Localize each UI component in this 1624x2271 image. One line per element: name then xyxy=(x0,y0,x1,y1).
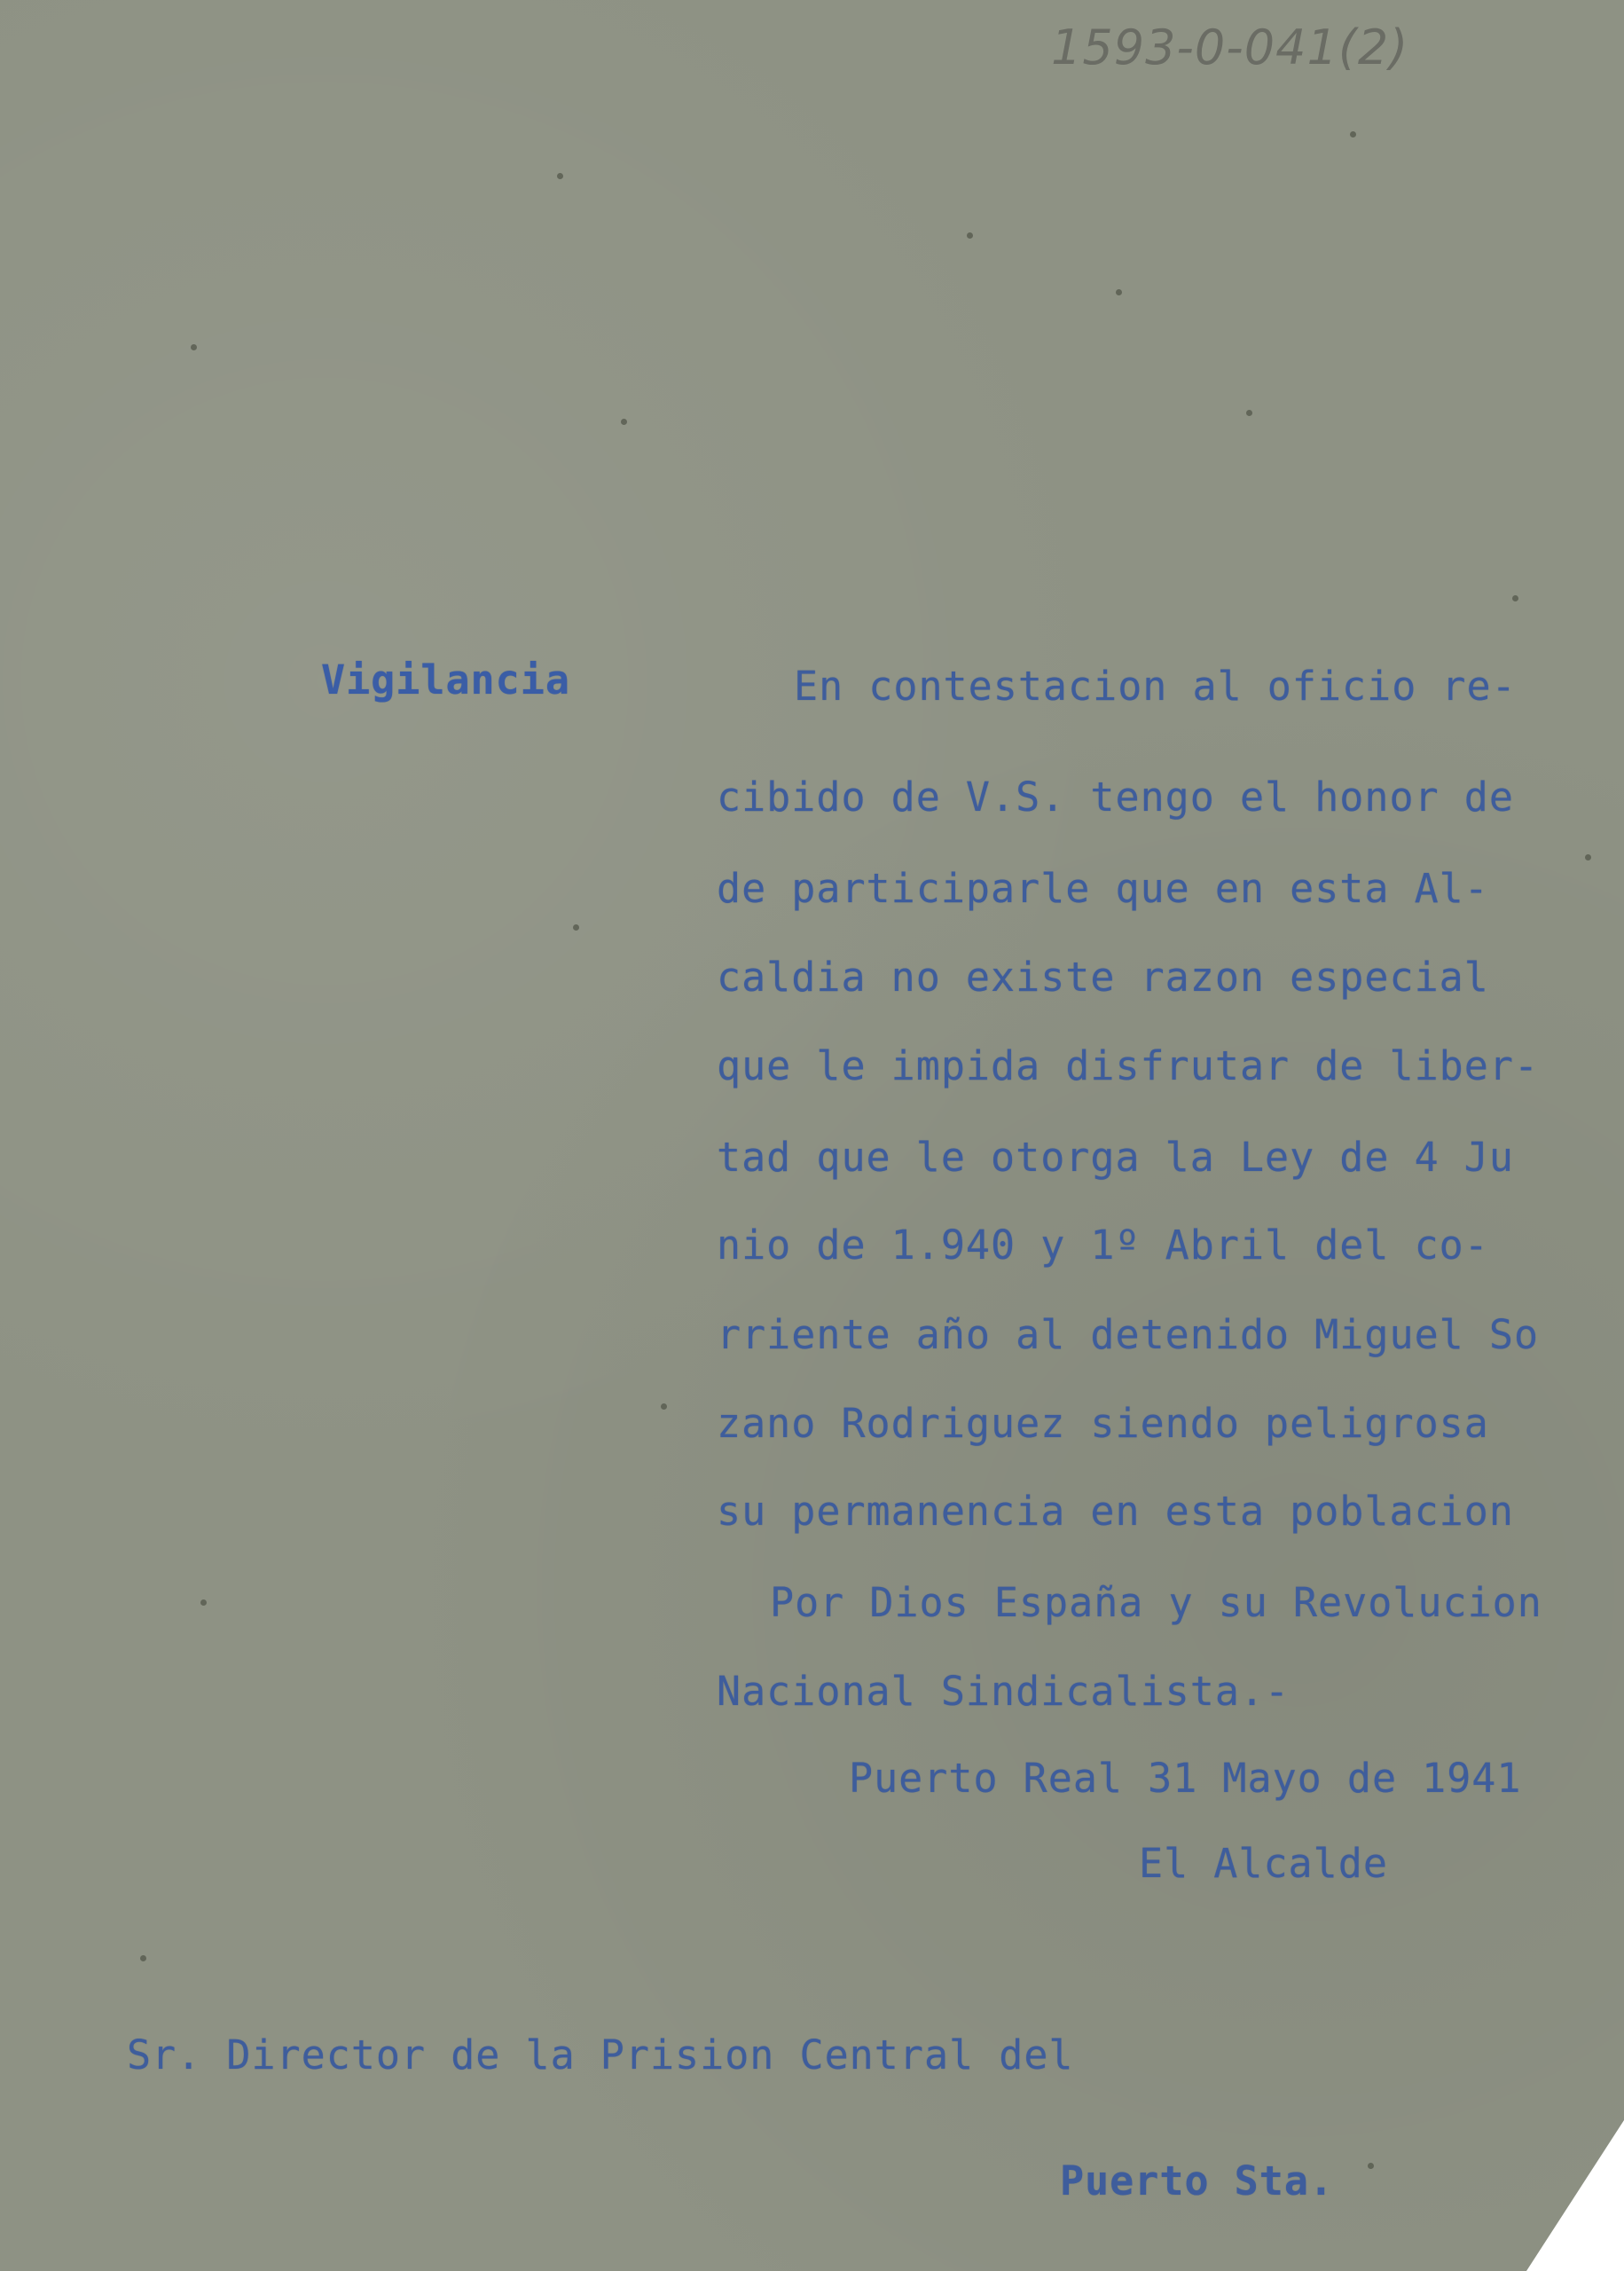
paper-speck xyxy=(1246,410,1252,416)
closing-line: Nacional Sindicalista.- xyxy=(717,1668,1291,1715)
paper-speck xyxy=(967,232,973,239)
closing-line: Por Dios España y su Revolucion xyxy=(770,1579,1542,1626)
document-heading: Vigilancia xyxy=(321,656,570,703)
paper-speck xyxy=(1350,131,1356,138)
body-line: cibido de V.S. tengo el honor de xyxy=(717,774,1514,821)
torn-page-corner xyxy=(1526,2120,1624,2271)
paper-speck xyxy=(557,173,563,179)
archive-reference-number: 1593-0-041(2) xyxy=(1051,20,1409,75)
body-line: tad que le otorga la Ley de 4 Ju xyxy=(717,1134,1514,1181)
signer-title: El Alcalde xyxy=(1139,1840,1388,1887)
paper-speck xyxy=(191,344,197,350)
body-line: En contestacion al oficio re- xyxy=(794,663,1517,710)
paper-speck xyxy=(661,1403,667,1410)
paper-speck xyxy=(621,419,627,425)
date-line: Puerto Real 31 Mayo de 1941 xyxy=(849,1755,1522,1802)
body-line: nio de 1.940 y 1º Abril del co- xyxy=(717,1222,1489,1269)
paper-speck xyxy=(1116,289,1122,295)
body-line: caldia no existe razon especial xyxy=(717,954,1489,1001)
paper-speck xyxy=(1368,2163,1374,2169)
paper-speck xyxy=(140,1955,146,1961)
paper-speck xyxy=(200,1599,207,1606)
body-line: su permanencia en esta poblacion xyxy=(717,1488,1514,1535)
recipient-city: Puerto Sta. xyxy=(1060,2157,1335,2204)
recipient-line: Sr. Director de la Prision Central del xyxy=(127,2031,1074,2078)
body-line: de participarle que en esta Al- xyxy=(717,865,1489,912)
body-line: rriente año al detenido Miguel So xyxy=(717,1311,1540,1358)
paper-speck xyxy=(1512,595,1518,601)
body-line: zano Rodriguez siendo peligrosa xyxy=(717,1400,1489,1447)
body-line: que le impida disfrutar de liber- xyxy=(717,1042,1540,1089)
paper-speck xyxy=(573,924,579,931)
paper-speck xyxy=(1585,854,1591,860)
